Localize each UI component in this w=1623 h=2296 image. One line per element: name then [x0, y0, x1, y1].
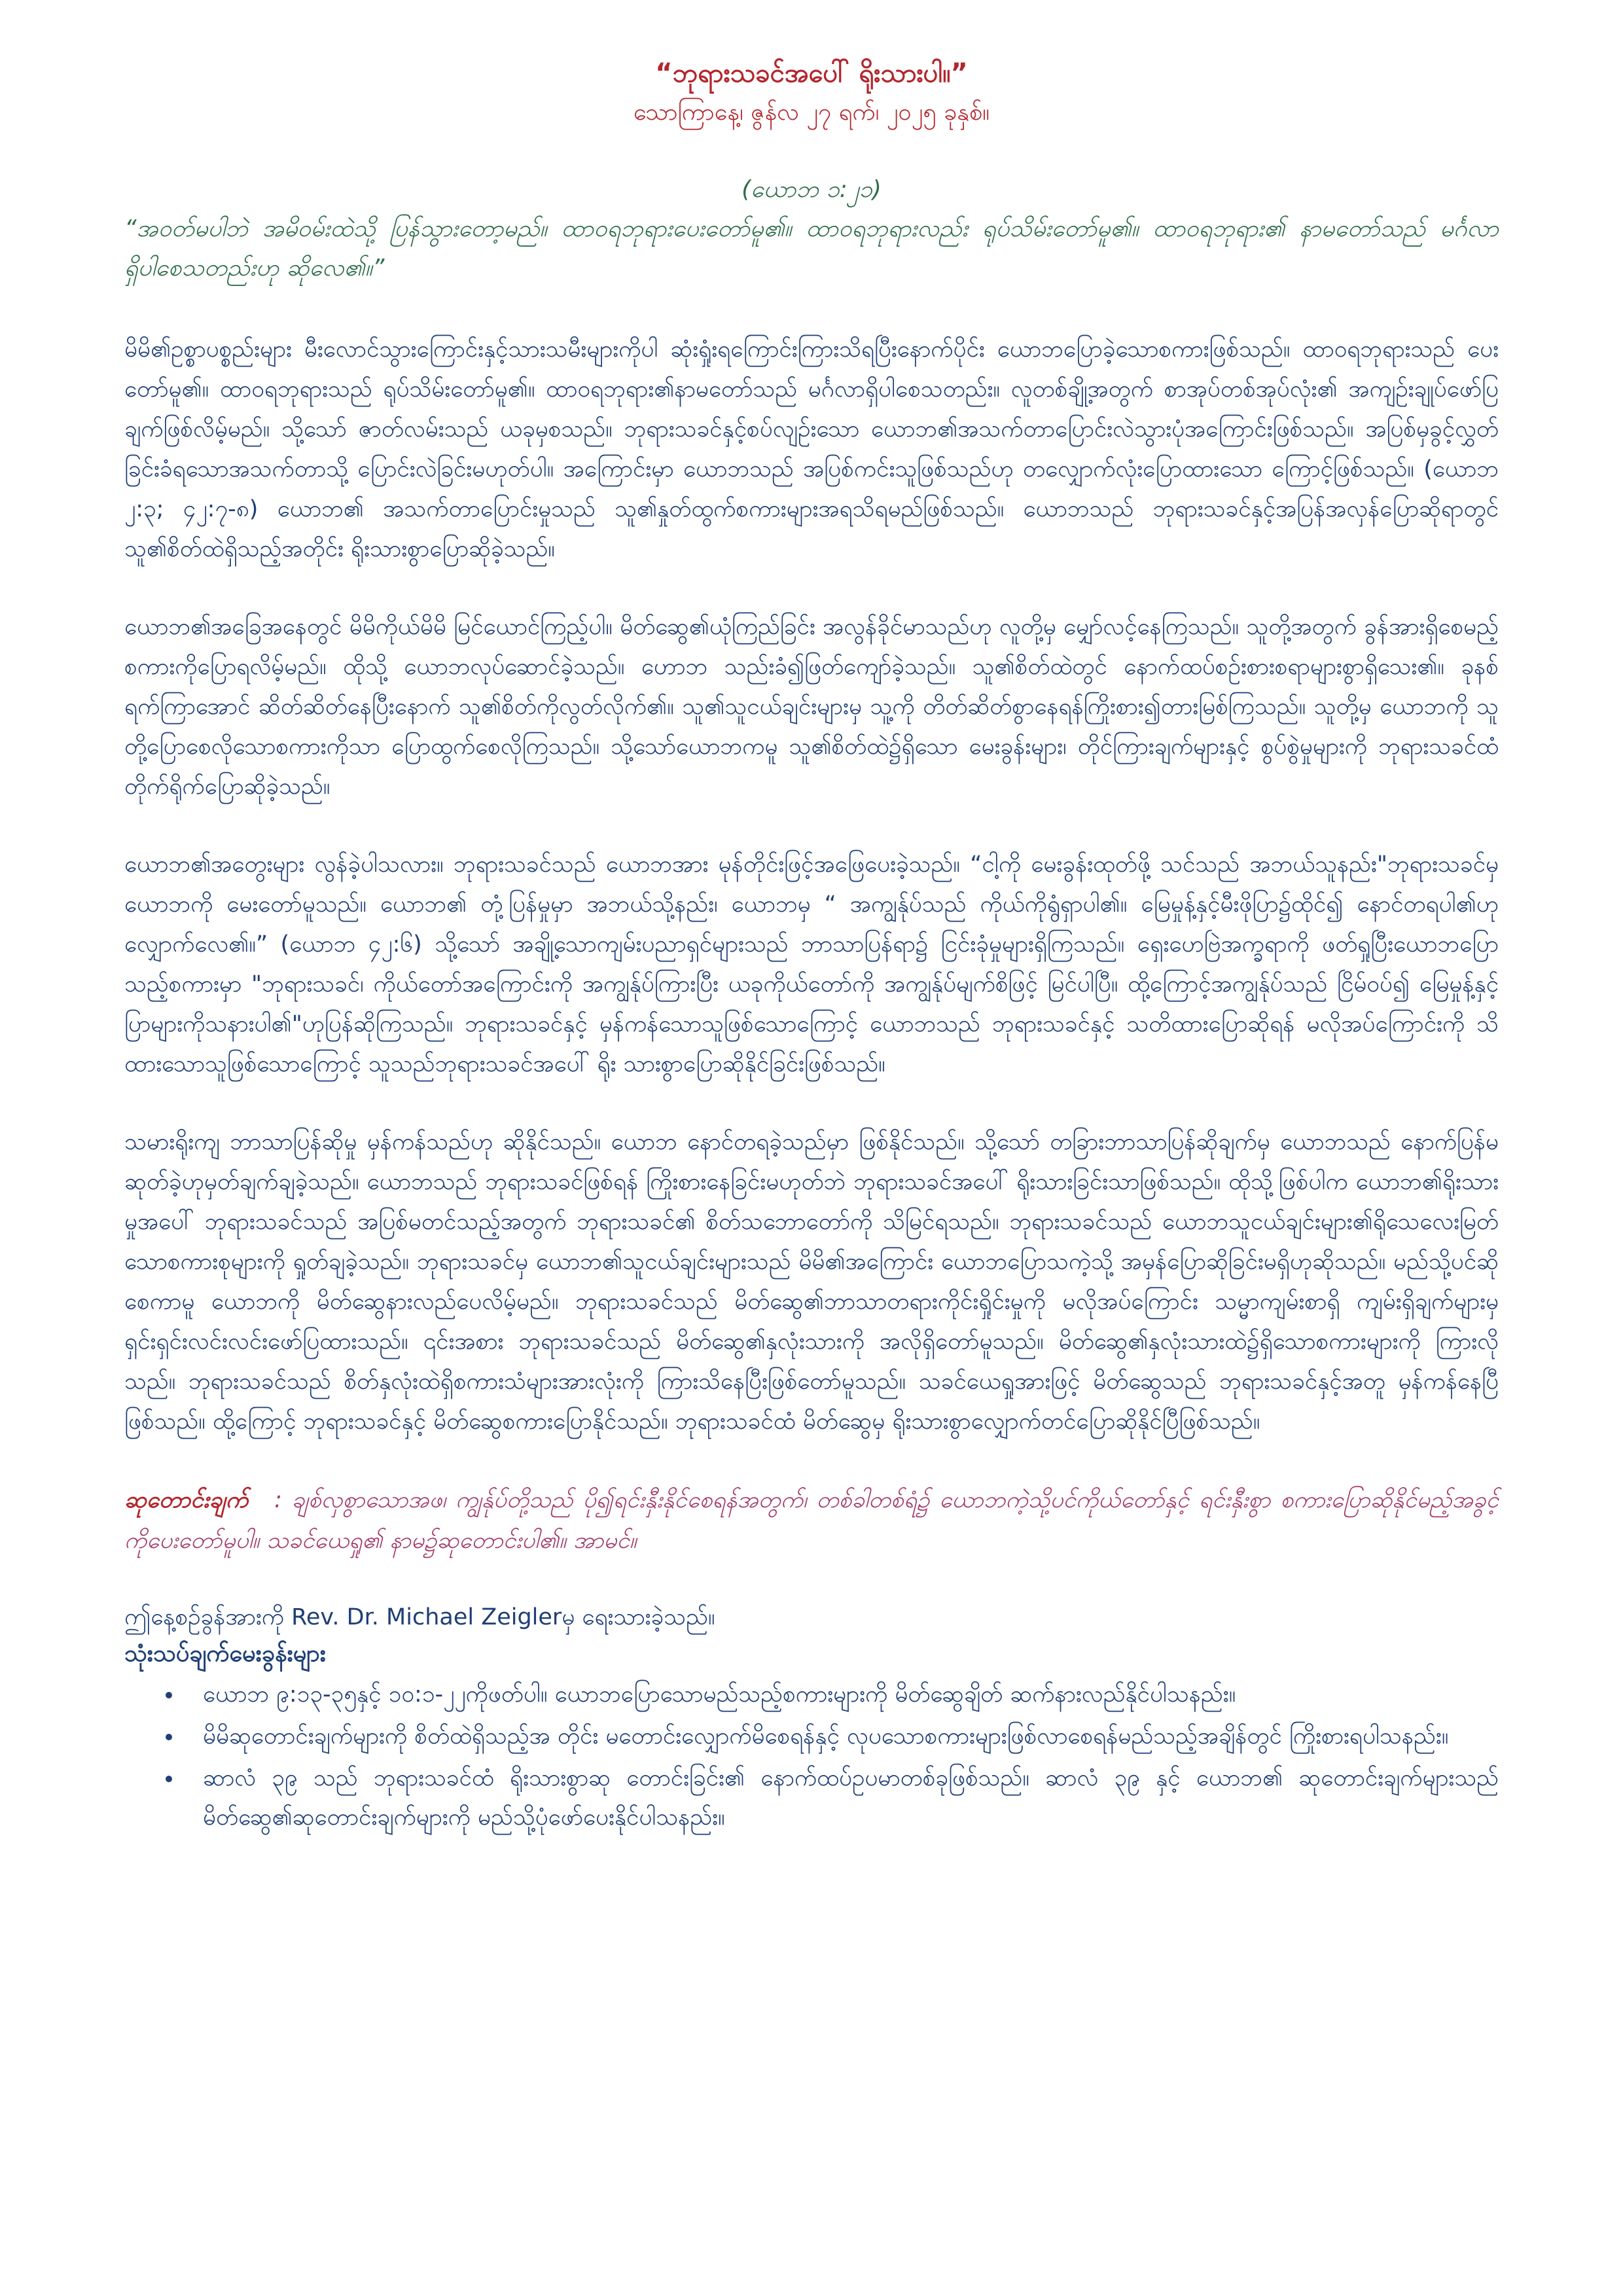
list-item: • မိမိဆုတောင်းချက်များကို စိတ်ထဲရှိသည့်အ တိုင်း မတောင်းလျှောက်မိစေရန်နှင့် လုပသောစကားများဖြစ်လာစေရန်မည်သည့်အချိန်တွင် ကြိုးစားရပါသနည်း။	[183, 1717, 1499, 1756]
reflection-heading: သုံးသပ်ချက်မေးခွန်းများ	[124, 1640, 326, 1667]
scripture-reference: (ယောဘ ၁:၂၁)	[741, 176, 882, 203]
prayer-label: ဆုတောင်းချက်	[124, 1487, 249, 1513]
author-line: ဤနေ့စဉ်ခွန်အားကို Rev. Dr. Michael Zeiglerမှ ရေးသားခဲ့သည်။	[124, 1604, 715, 1630]
devotion-page	[124, 52, 1499, 1840]
prayer-block	[124, 1480, 1499, 1561]
body-paragraph: မိမိ၏ဥစ္စာပစ္စည်းများ မီးလောင်သွားကြောင်းနှင့်သားသမီးများကိုပါ ဆုံးရှုံးရကြောင်းကြားသိရပြီးနောက်ပိုင်း ယောဘပြောခဲ့သောစကားဖြစ်သည်။ ထာဝရဘုရားသည် ပေးတော်မူ၏။ ထာဝရဘုရားသည် ရုပ်သိမ်းတော်မူ၏။ ထာဝရဘုရား၏နာမတော်သည် မင်္ဂလာရှိပါစေသတည်း။ လူတစ်ချို့အတွက် စာအုပ်တစ်အုပ်လုံး၏ အကျဉ်းချုပ်ဖော်ပြချက်ဖြစ်လိမ့်မည်။ သို့သော် ဇာတ်လမ်းသည် ယခုမှစသည်။ ဘုရားသခင်နှင့်စပ်လျဉ်းသော ယောဘ၏အသက်တာပြောင်းလဲသွားပုံအကြောင်းဖြစ်သည်။ အပြစ်မှခွင့်လွှတ်ခြင်းခံရသောအသက်တာသို့ ပြောင်းလဲခြင်းမဟုတ်ပါ။ အကြောင်းမှာ ယောဘသည် အပြစ်ကင်းသူဖြစ်သည်ဟု တလျှောက်လုံးပြောထားသော ကြောင့်ဖြစ်သည်။ (ယောဘ ၂:၃; ၄၂:၇-၈) ယောဘ၏ အသက်တာပြောင်းမှုသည် သူ၏နှုတ်ထွက်စကားများအရသိရမည်ဖြစ်သည်။ ယောဘသည် ဘုရားသခင်နှင့်အပြန်အလှန်ပြောဆိုရာတွင် သူ၏စိတ်ထဲရှိသည့်အတိုင်း ရိုးသားစွာပြောဆိုခဲ့သည်။	[124, 336, 1499, 562]
scripture-text: “အဝတ်မပါဘဲ အမိဝမ်းထဲသို့ ပြန်သွားတော့မည်။ ထာဝရဘုရားပေးတော်မူ၏။ ထာဝရဘုရားလည်း ရုပ်သိမ်းတော်မူ၏။ ထာဝရဘုရား၏ နာမတော်သည် မင်္ဂလာရှိပါစေသတည်းဟု ဆိုလေ၏။”	[124, 215, 1499, 281]
list-item: • ဆာလံ ၃၉ သည် ဘုရားသခင်ထံ ရိုးသားစွာဆု တောင်းခြင်း၏ နောက်ထပ်ဥပမာတစ်ခုဖြစ်သည်။ ဆာလံ ၃၉ နှင့် ယောဘ၏ ဆုတောင်းချက်များသည် မိတ်ဆွေ၏ဆုတောင်းချက်များကို မည်သို့ပုံဖော်ပေးနိုင်ပါသနည်း။	[183, 1759, 1499, 1837]
body-paragraph: ယောဘ၏အတွေးများ လွန်ခဲ့ပါသလား။ ဘုရားသခင်သည် ယောဘအား မုန်တိုင်းဖြင့်အဖြေပေးခဲ့သည်။ “ငါ့ကို မေးခွန်းထုတ်ဖို့ သင်သည် အဘယ်သူနည်း"ဘုရားသခင်မှ ယောဘကို မေးတော်မူသည်။ ယောဘ၏ တုံ့ပြန်မှုမှာ အဘယ်သို့နည်း၊ ယောဘမှ “ အကျွန်ုပ်သည် ကိုယ်ကိုရွံရှာပါ၏။ မြေမှုန့်နှင့်မီးဖိုပြာ၌ထိုင်၍ နောင်တရပါ၏ဟု လျှောက်လေ၏။” (ယောဘ ၄၂:၆) သို့သော် အချို့သောကျမ်းပညာရှင်များသည် ဘာသာပြန်ရာ၌ ငြင်းခုံမှုများရှိကြသည်။ ရှေးဟေဗြဲအက္ခရာကို ဖတ်ရှုပြီးယောဘပြောသည့်စကားမှာ "ဘုရားသခင်၊ ကိုယ်တော်အကြောင်းကို အကျွန်ုပ်ကြားပြီး ယခုကိုယ်တော်ကို အကျွန်ုပ်မျက်စိဖြင့် မြင်ပါပြီ။ ထို့ကြောင့်အကျွန်ုပ်သည် ငြိမ်ဝပ်၍ မြေမှုန့်နှင့် ပြာများကိုသနားပါ၏"ဟုပြန်ဆိုကြသည်။ ဘုရားသခင်နှင့် မှန်ကန်သောသူဖြစ်သောကြောင့် ယောဘသည် ဘုရားသခင်နှင့် သတိထားပြောဆိုရန် မလိုအပ်ကြောင်းကို သိထားသောသူဖြစ်သောကြောင့် သူသည်ဘုရားသခင်အပေါ် ရိုး သားစွာပြောဆိုနိုင်ခြင်းဖြစ်သည်။	[124, 852, 1499, 1077]
body-paragraph: ယောဘ၏အခြေအနေတွင် မိမိကိုယ်မိမိ မြင်ယောင်ကြည့်ပါ။ မိတ်ဆွေ၏ယုံကြည်ခြင်း အလွန်ခိုင်မာသည်ဟု လူတို့မှ မျှော်လင့်နေကြသည်။ သူတို့အတွက် ခွန်အားရှိစေမည့်စကားကိုပြောရလိမ့်မည်။ ထိုသို့ ယောဘလုပ်ဆောင်ခဲ့သည်။ ဟောဘ သည်းခံ၍ဖြတ်ကျော်ခဲ့သည်။ သူ၏စိတ်ထဲတွင် နောက်ထပ်စဉ်းစားစရာများစွာရှိသေး၏။ ခုနစ်ရက်ကြာအောင် ဆိတ်ဆိတ်နေပြီးနောက် သူ၏စိတ်ကိုလွတ်လိုက်၏။ သူ၏သူငယ်ချင်းများမှ သူ့ကို တိတ်ဆိတ်စွာနေရန်ကြိုးစား၍တားမြစ်ကြသည်။ သူတို့မှ ယောဘကို သူတို့ပြောစေလိုသောစကားကိုသာ ပြောထွက်စေလိုကြသည်။ သို့သော်ယောဘကမူ သူ၏စိတ်ထဲ၌ရှိသော မေးခွန်းများ၊ တိုင်ကြားချက်များနှင့် စွပ်စွဲမှုများကို ဘုရားသခင်ထံ တိုက်ရိုက်ပြောဆိုခဲ့သည်။	[124, 614, 1499, 800]
devotion-date: သောကြာနေ့၊ ဇွန်လ ၂၇ ရက်၊ ၂၀၂၅ ခုနှစ်။	[633, 99, 990, 126]
reflection-questions	[124, 1675, 1499, 1837]
list-item: • ယောဘ ၉:၁၃-၃၅နှင့် ၁၀:၁-၂၂ကိုဖတ်ပါ။ ယောဘပြောသောမည်သည့်စကားများကို မိတ်ဆွေချိတ် ဆက်နားလည်နိုင်ပါသနည်း။	[183, 1675, 1499, 1714]
prayer-text: : ချစ်လှစွာသောအဖ၊ ကျွန်ုပ်တို့သည် ပို၍ရင်းနှီးနိုင်စေရန်အတွက်၊ တစ်ခါတစ်ရံ၌ ယောဘကဲ့သို့ပင်ကိုယ်တော်နှင့် ရင်းနှီးစွာ စကားပြောဆိုနိုင်မည့်အခွင့်ကိုပေးတော်မူပါ။ သခင်ယေရှု၏ နာမ၌ဆုတောင်းပါ၏။ အာမင်။	[124, 1487, 1499, 1554]
devotion-title: “ဘုရားသခင်အပေါ် ရိုးသားပါ။”	[655, 58, 968, 88]
body-paragraph: သမားရိုးကျ ဘာသာပြန်ဆိုမှု မှန်ကန်သည်ဟု ဆိုနိုင်သည်။ ယောဘ နောင်တရခဲ့သည်မှာ ဖြစ်နိုင်သည်။ သို့သော် တခြားဘာသာပြန်ဆိုချက်မှ ယောဘသည် နောက်ပြန်မဆုတ်ခဲ့ဟုမှတ်ချက်ချခဲ့သည်။ ယောဘသည် ဘုရားသခင်ဖြစ်ရန် ကြိုးစားနေခြင်းမဟုတ်ဘဲ ဘုရားသခင်အပေါ် ရိုးသားခြင်းသာဖြစ်သည်။ ထိုသို့ဖြစ်ပါက ယောဘ၏ရိုးသားမှုအပေါ် ဘုရားသခင်သည် အပြစ်မတင်သည့်အတွက် ဘုရားသခင်၏ စိတ်သဘောတော်ကို သိမြင်ရသည်။ ဘုရားသခင်သည် ယောဘသူငယ်ချင်းများ၏ရိုသေလေးမြတ်သောစကားစုများကို ရှုတ်ချခဲ့သည်။ ဘုရားသခင်မှ ယောဘ၏သူငယ်ချင်းများသည် မိမိ၏အကြောင်း ယောဘပြောသကဲ့သို့ အမှန်ပြောဆိုခြင်းမရှိဟုဆိုသည်။ မည်သို့ပင်ဆိုစေကာမူ ယောဘကို မိတ်ဆွေနားလည်ပေလိမ့်မည်။ ဘုရားသခင်သည် မိတ်ဆွေ၏ဘာသာတရားကိုင်းရှိုင်းမှုကို မလိုအပ်ကြောင်း သမ္မာကျမ်းစာရှိ ကျမ်းရှိချက်များမှရှင်းရှင်းလင်းလင်းဖော်ပြထားသည်။ ၎င်းအစား ဘုရားသခင်သည် မိတ်ဆွေ၏နှလုံးသားကို အလိုရှိတော်မူသည်။ မိတ်ဆွေ၏နှလုံးသားထဲ၌ရှိသောစကားများကို ကြားလိုသည်။ ဘုရားသခင်သည် စိတ်နှလုံးထဲရှိစကားသံများအားလုံးကို ကြားသိနေပြီးဖြစ်တော်မူသည်။ သခင်ယေရှုအားဖြင့် မိတ်ဆွေသည် ဘုရားသခင်နှင့်အတူ မှန်ကန်နေပြီဖြစ်သည်။ ထို့ကြောင့် ဘုရားသခင်နှင့် မိတ်ဆွေစကားပြောနိုင်သည်။ ဘုရားသခင်ထံ မိတ်ဆွေမှ ရိုးသားစွာလျှောက်တင်ပြောဆိုနိုင်ပြီဖြစ်သည်။	[124, 1129, 1499, 1435]
